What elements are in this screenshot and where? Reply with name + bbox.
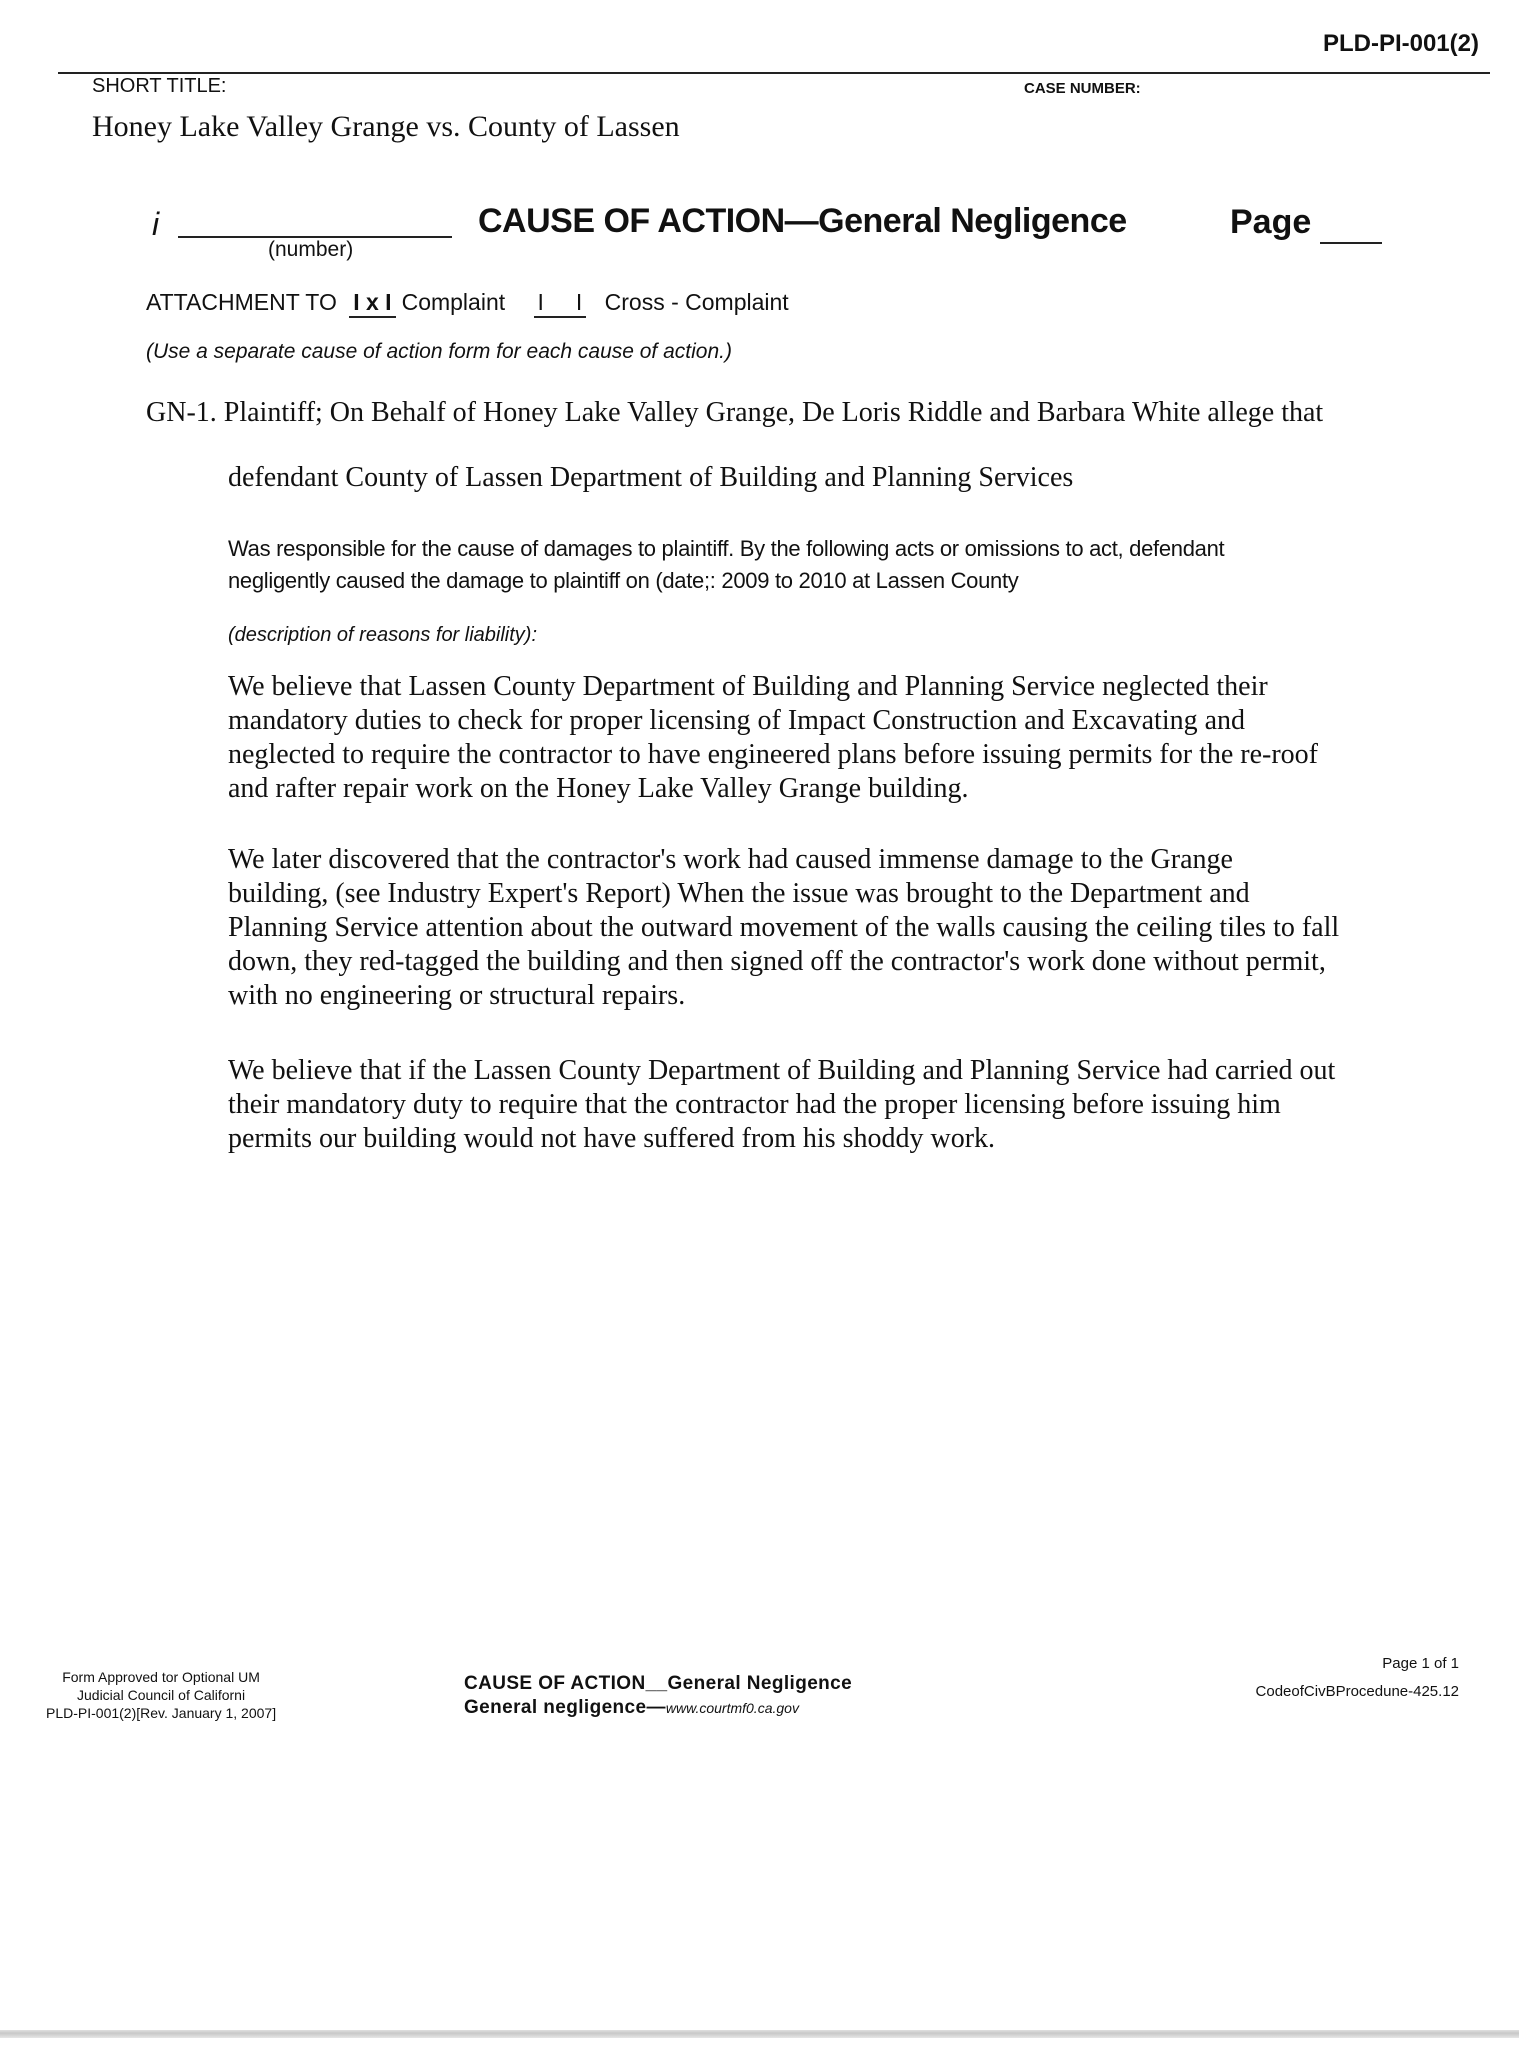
paragraph-line: building, (see Industry Expert's Report) When the issue was brought to the Department and	[228, 878, 1250, 909]
paragraph-line: and rafter repair work on the Honey Lake Valley Grange building.	[228, 773, 969, 804]
paragraph-line: with no engineering or structural repairs.	[228, 980, 686, 1011]
short-title-label: SHORT TITLE:	[92, 75, 227, 97]
gn1-defendant-line: defendant County of Lassen Department of Building and Planning Services	[228, 462, 1074, 493]
paragraph-line: We later discovered that the contractor's work had caused immense damage to the Grange	[228, 844, 1233, 875]
paragraph-line: down, they red-tagged the building and then signed off the contractor's work done without permit,	[228, 946, 1326, 977]
paragraph-line: permits our building would not have suffered from his shoddy work.	[228, 1123, 996, 1154]
header-rule	[58, 72, 1490, 74]
gn1-line-1: GN-1. Plaintiff; On Behalf of Honey Lake Valley Grange, De Loris Riddle and Barbara White allege that	[146, 397, 1324, 428]
form-code: PLD-PI-001(2)	[1322, 30, 1479, 57]
responsibility-line-2: negligently caused the damage to plaintiff on (date;: 2009 to 2010 at Lassen County	[228, 568, 1019, 593]
short-title-value: Honey Lake Valley Grange vs. County of Lassen	[92, 110, 680, 143]
description-label: (description of reasons for liability):	[228, 624, 538, 646]
paragraph-line: their mandatory duty to require that the contractor had the proper licensing before issuing him	[228, 1089, 1281, 1120]
cause-number-prefix: i	[152, 206, 160, 242]
liability-paragraph-1	[228, 670, 1488, 806]
cross-complaint-label: Cross - Complaint	[604, 289, 789, 315]
page-number-blank	[1320, 242, 1382, 244]
paragraph-line: neglected to require the contractor to have engineered plans before issuing permits for the re-roof	[228, 739, 1319, 770]
liability-paragraph-3	[228, 1054, 1488, 1156]
footer-left-line-3: PLD-PI-001(2)[Rev. January 1, 2007]	[46, 1705, 277, 1721]
attachment-label: ATTACHMENT TO	[146, 289, 337, 315]
paragraph-line: We believe that Lassen County Department of Building and Planning Service neglected their	[228, 671, 1268, 702]
responsibility-line-1: Was responsible for the cause of damages to plaintiff. By the following acts or omissions to act, defendant	[228, 536, 1225, 561]
cross-complaint-checkbox[interactable]: I I	[534, 289, 587, 318]
attachment-line	[146, 289, 789, 318]
footer-left-line-1: Form Approved tor Optional UM	[62, 1669, 260, 1685]
footer-page-count: Page 1 of 1	[1382, 1655, 1459, 1672]
footer-cause-title: CAUSE OF ACTION__General Negligence	[464, 1673, 853, 1694]
paragraph-line: mandatory duties to check for proper licensing of Impact Construction and Excavating and	[228, 705, 1246, 736]
footer-form-approval	[46, 1668, 276, 1722]
cause-number-label: (number)	[268, 238, 354, 261]
footer-code-reference: CodeofCivBProcedune-425.12	[1255, 1683, 1459, 1700]
footer-subtitle-text: General negligence—	[464, 1697, 666, 1718]
scan-edge-band	[0, 2030, 1519, 2038]
page-label: Page	[1230, 203, 1312, 241]
complaint-checkbox-mark: x	[366, 289, 379, 315]
complaint-checkbox[interactable]: I x I	[349, 289, 395, 318]
footer-left-line-2: Judicial Council of Californi	[77, 1687, 246, 1703]
complaint-label: Complaint	[401, 289, 506, 315]
liability-paragraph-2	[228, 843, 1488, 1013]
case-number-label: CASE NUMBER:	[1024, 80, 1141, 97]
paragraph-line: Planning Service attention about the outward movement of the walls causing the ceiling tiles to fall	[228, 912, 1340, 943]
paragraph-line: We believe that if the Lassen County Department of Building and Planning Service had carried out	[228, 1055, 1336, 1086]
footer-cause-subtitle	[464, 1697, 799, 1719]
instruction-note: (Use a separate cause of action form for each cause of action.)	[146, 340, 732, 363]
footer-url-link[interactable]: www.courtmf0.ca.gov	[665, 1700, 799, 1716]
cause-title: CAUSE OF ACTION—General Negligence	[478, 202, 1127, 240]
